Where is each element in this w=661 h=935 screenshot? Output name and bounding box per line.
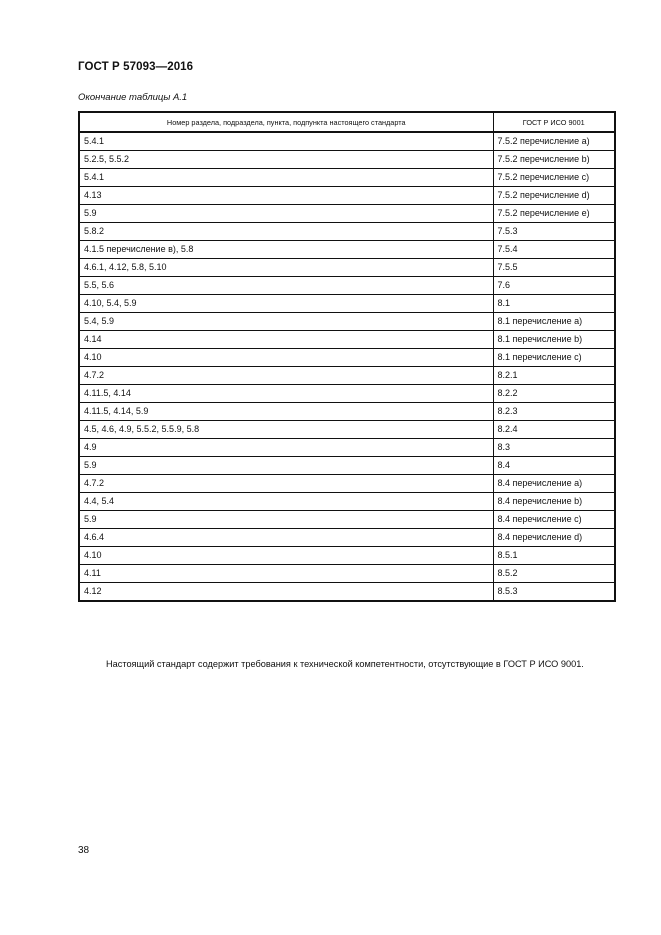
note-text: Настоящий стандарт содержит требования к технической компетентности, отсутствующие в ГОСТ Р ИСО 9001. [106, 659, 584, 669]
cell-standard-section: 4.14 [79, 331, 493, 349]
table-row [79, 367, 615, 385]
table-row [79, 277, 615, 295]
cell-iso-9001-clause: 8.5.1 [493, 547, 615, 565]
cell-standard-section: 4.4, 5.4 [79, 493, 493, 511]
cell-iso-9001-clause: 8.4 [493, 457, 615, 475]
cell-standard-section: 4.7.2 [79, 475, 493, 493]
cell-standard-section: 4.5, 4.6, 4.9, 5.5.2, 5.5.9, 5.8 [79, 421, 493, 439]
cell-iso-9001-clause: 8.4 перечисление b) [493, 493, 615, 511]
correspondence-table [78, 111, 616, 602]
cell-iso-9001-clause: 8.1 перечисление с) [493, 349, 615, 367]
cell-standard-section: 4.12 [79, 583, 493, 602]
table-row [79, 205, 615, 223]
cell-iso-9001-clause: 7.5.2 перечисление с) [493, 169, 615, 187]
cell-iso-9001-clause: 8.1 перечисление b) [493, 331, 615, 349]
table-row [79, 439, 615, 457]
cell-iso-9001-clause: 7.5.2 перечисление е) [493, 205, 615, 223]
cell-standard-section: 4.11 [79, 565, 493, 583]
cell-iso-9001-clause: 8.4 перечисление d) [493, 529, 615, 547]
cell-iso-9001-clause: 8.1 перечисление а) [493, 313, 615, 331]
table-row [79, 385, 615, 403]
cell-standard-section: 4.9 [79, 439, 493, 457]
cell-standard-section: 5.5, 5.6 [79, 277, 493, 295]
cell-standard-section: 5.4, 5.9 [79, 313, 493, 331]
cell-standard-section: 5.2.5, 5.5.2 [79, 151, 493, 169]
table-row [79, 475, 615, 493]
cell-standard-section: 4.7.2 [79, 367, 493, 385]
cell-standard-section: 4.11.5, 4.14, 5.9 [79, 403, 493, 421]
table-row [79, 169, 615, 187]
table-row [79, 187, 615, 205]
cell-standard-section: 4.1.5 перечисление в), 5.8 [79, 241, 493, 259]
column-header-standard-section: Номер раздела, подраздела, пункта, подпункта настоящего стандарта [79, 112, 493, 132]
cell-standard-section: 5.4.1 [79, 132, 493, 151]
cell-iso-9001-clause: 7.5.5 [493, 259, 615, 277]
table-caption: Окончание таблицы А.1 [78, 92, 188, 103]
table-row [79, 421, 615, 439]
table-row [79, 331, 615, 349]
table-row [79, 457, 615, 475]
cell-iso-9001-clause: 8.4 перечисление с) [493, 511, 615, 529]
table-row [79, 583, 615, 602]
cell-iso-9001-clause: 7.5.2 перечисление d) [493, 187, 615, 205]
cell-iso-9001-clause: 8.1 [493, 295, 615, 313]
cell-iso-9001-clause: 7.5.3 [493, 223, 615, 241]
table-row [79, 132, 615, 151]
table-row [79, 313, 615, 331]
cell-standard-section: 4.10, 5.4, 5.9 [79, 295, 493, 313]
cell-standard-section: 4.10 [79, 547, 493, 565]
table-row [79, 151, 615, 169]
cell-standard-section: 5.9 [79, 205, 493, 223]
cell-iso-9001-clause: 8.2.3 [493, 403, 615, 421]
table-row [79, 403, 615, 421]
table-row [79, 547, 615, 565]
cell-standard-section: 4.6.1, 4.12, 5.8, 5.10 [79, 259, 493, 277]
cell-iso-9001-clause: 8.2.1 [493, 367, 615, 385]
table-row [79, 259, 615, 277]
table-row [79, 241, 615, 259]
cell-standard-section: 5.4.1 [79, 169, 493, 187]
table-row [79, 529, 615, 547]
cell-iso-9001-clause: 8.2.4 [493, 421, 615, 439]
cell-iso-9001-clause: 8.5.2 [493, 565, 615, 583]
cell-standard-section: 4.10 [79, 349, 493, 367]
table-row [79, 565, 615, 583]
page-number: 38 [78, 845, 90, 856]
table-row [79, 295, 615, 313]
table-row [79, 223, 615, 241]
cell-iso-9001-clause: 7.5.2 перечисление а) [493, 132, 615, 151]
cell-iso-9001-clause: 8.4 перечисление а) [493, 475, 615, 493]
column-header-iso-9001: ГОСТ Р ИСО 9001 [493, 112, 615, 132]
cell-standard-section: 5.9 [79, 511, 493, 529]
cell-iso-9001-clause: 7.5.4 [493, 241, 615, 259]
cell-iso-9001-clause: 8.5.3 [493, 583, 615, 602]
cell-iso-9001-clause: 8.3 [493, 439, 615, 457]
cell-standard-section: 4.11.5, 4.14 [79, 385, 493, 403]
table-header-row [79, 112, 615, 132]
cell-iso-9001-clause: 7.6 [493, 277, 615, 295]
table-row [79, 349, 615, 367]
table-row [79, 493, 615, 511]
document-header: ГОСТ Р 57093—2016 [78, 61, 194, 73]
cell-iso-9001-clause: 7.5.2 перечисление b) [493, 151, 615, 169]
cell-standard-section: 4.6.4 [79, 529, 493, 547]
cell-standard-section: 5.8.2 [79, 223, 493, 241]
cell-standard-section: 4.13 [79, 187, 493, 205]
cell-iso-9001-clause: 8.2.2 [493, 385, 615, 403]
table-row [79, 511, 615, 529]
cell-standard-section: 5.9 [79, 457, 493, 475]
